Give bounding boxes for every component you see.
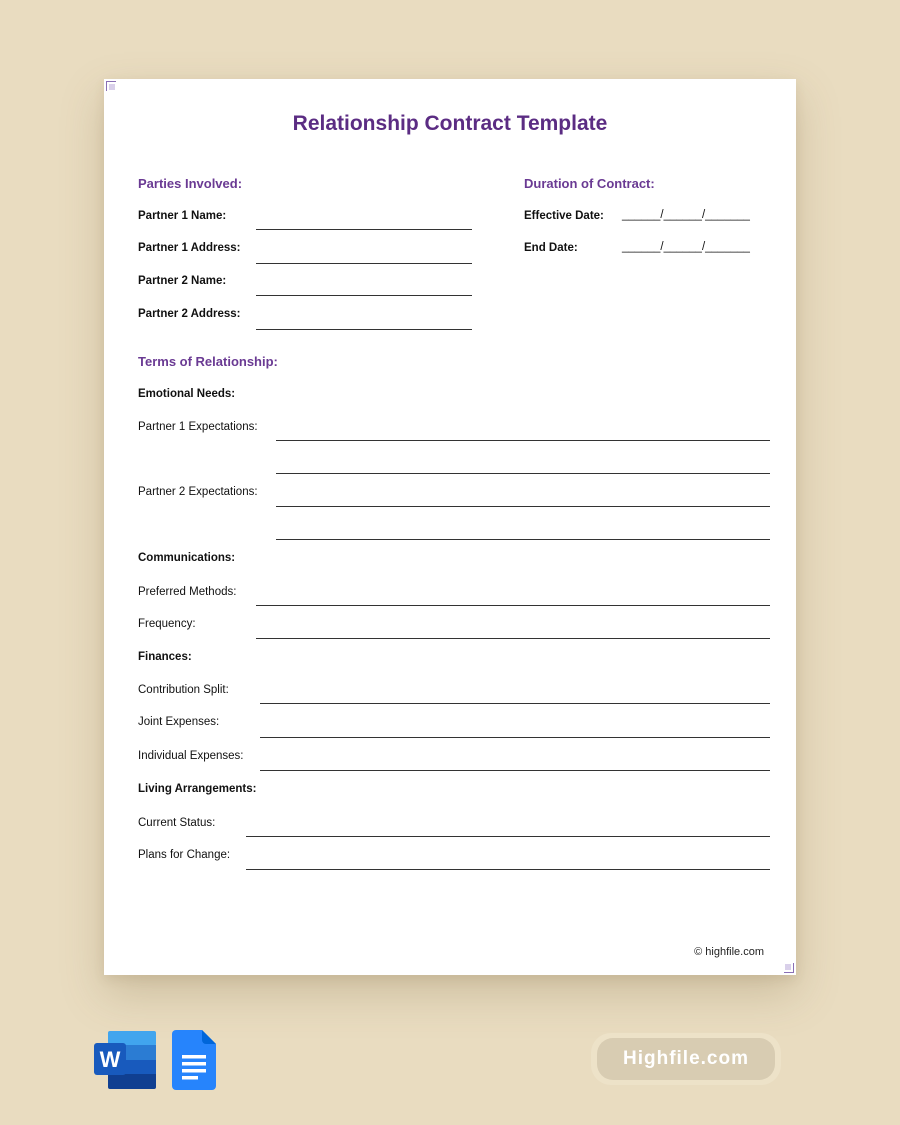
contribution-split-field[interactable] <box>260 703 770 704</box>
partner2-expectations-field-line2[interactable] <box>276 539 770 540</box>
parties-heading: Parties Involved: <box>138 176 243 191</box>
partner2-name-field[interactable] <box>256 295 472 296</box>
individual-expenses-label: Individual Expenses: <box>138 750 244 762</box>
finances-heading: Finances: <box>138 651 192 663</box>
communications-heading: Communications: <box>138 552 236 564</box>
terms-heading: Terms of Relationship: <box>138 354 278 369</box>
effective-date-label: Effective Date: <box>524 210 604 222</box>
google-docs-icon[interactable] <box>172 1030 216 1090</box>
joint-expenses-field[interactable] <box>260 737 770 738</box>
preferred-methods-label: Preferred Methods: <box>138 586 237 598</box>
current-status-label: Current Status: <box>138 817 216 829</box>
document-page <box>104 79 796 975</box>
plans-for-change-label: Plans for Change: <box>138 849 231 861</box>
copyright-footer: © highfile.com <box>694 946 764 958</box>
partner1-address-field[interactable] <box>256 263 472 264</box>
partner1-name-label: Partner 1 Name: <box>138 210 227 222</box>
frequency-field[interactable] <box>256 638 770 639</box>
contribution-split-label: Contribution Split: <box>138 684 229 696</box>
corner-marker-bottom-right <box>784 963 794 973</box>
word-icon-letter: W <box>99 1047 121 1072</box>
partner1-expectations-field-line2[interactable] <box>276 473 770 474</box>
partner1-expectations-field-line1[interactable] <box>276 440 770 441</box>
individual-expenses-field[interactable] <box>260 770 770 771</box>
brand-badge[interactable] <box>591 1033 781 1085</box>
frequency-label: Frequency: <box>138 618 196 630</box>
emotional-needs-heading: Emotional Needs: <box>138 388 236 400</box>
word-icon[interactable] <box>94 1031 156 1089</box>
partner1-expectations-label: Partner 1 Expectations: <box>138 421 258 433</box>
partner2-name-label: Partner 2 Name: <box>138 275 227 287</box>
partner1-name-field[interactable] <box>256 229 472 230</box>
end-date-field[interactable]: ______/______/_______ <box>622 241 750 253</box>
partner2-address-field[interactable] <box>256 329 472 330</box>
brand-label: Highfile.com <box>597 1038 775 1080</box>
partner2-expectations-label: Partner 2 Expectations: <box>138 486 258 498</box>
joint-expenses-label: Joint Expenses: <box>138 716 220 728</box>
living-arrangements-heading: Living Arrangements: <box>138 783 257 795</box>
current-status-field[interactable] <box>246 836 770 837</box>
document-title: Relationship Contract Template <box>292 112 608 135</box>
partner1-address-label: Partner 1 Address: <box>138 242 241 254</box>
plans-for-change-field[interactable] <box>246 869 770 870</box>
end-date-label: End Date: <box>524 242 578 254</box>
duration-heading: Duration of Contract: <box>524 176 655 191</box>
preferred-methods-field[interactable] <box>256 605 770 606</box>
partner2-expectations-field-line1[interactable] <box>276 506 770 507</box>
partner2-address-label: Partner 2 Address: <box>138 308 241 320</box>
effective-date-field[interactable]: ______/______/_______ <box>622 209 750 221</box>
corner-marker-top-left <box>106 81 116 91</box>
